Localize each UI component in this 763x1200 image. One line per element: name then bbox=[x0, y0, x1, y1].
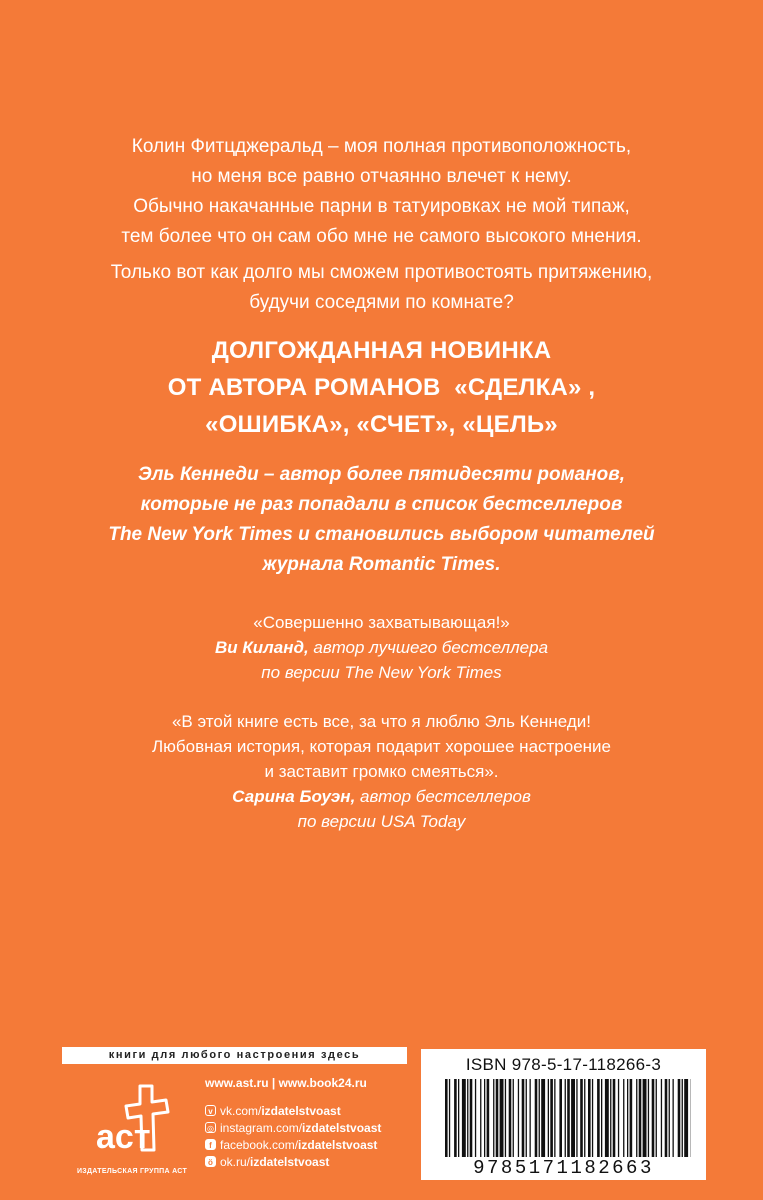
barcode-bar bbox=[467, 1079, 468, 1157]
barcode-bar bbox=[487, 1079, 490, 1157]
barcode-bar bbox=[567, 1079, 570, 1157]
barcode-bar bbox=[623, 1079, 624, 1157]
synopsis-line: Обычно накачанные парни в татуировках не мой типаж, bbox=[133, 196, 630, 217]
barcode-bar bbox=[541, 1079, 545, 1157]
vk-icon: v bbox=[205, 1105, 216, 1116]
barcode-bar bbox=[470, 1079, 473, 1157]
social-prefix: ok.ru/ bbox=[220, 1154, 251, 1169]
barcode-bar bbox=[500, 1079, 504, 1157]
social-link-instagram[interactable] bbox=[205, 1119, 381, 1136]
instagram-icon: ◎ bbox=[205, 1122, 216, 1133]
headline bbox=[0, 332, 763, 443]
barcode-bar bbox=[630, 1079, 633, 1157]
quote-text: Любовная история, которая подарит хорошее настроение bbox=[151, 737, 612, 756]
quote-author: Сарина Боуэн, bbox=[232, 787, 356, 806]
social-prefix: facebook.com/ bbox=[220, 1137, 299, 1152]
synopsis-line: Только вот как долго мы сможем противостоять притяжению, bbox=[110, 262, 653, 283]
quote-text: «В этой книге есть все, за что я люблю Эль Кеннеди! bbox=[171, 712, 592, 731]
logo-caption: ИЗДАТЕЛЬСКАЯ ГРУППА АСТ bbox=[76, 1168, 188, 1175]
quote-attribution bbox=[0, 635, 763, 660]
quote-role: автор бестселлеров bbox=[355, 787, 531, 806]
barcode-bar bbox=[513, 1079, 514, 1157]
barcode-bar bbox=[526, 1079, 527, 1157]
social-handle: izdatelstvoast bbox=[298, 1137, 378, 1152]
barcode-bar bbox=[643, 1079, 647, 1157]
barcode-bar bbox=[636, 1079, 637, 1157]
social-link-vk[interactable] bbox=[205, 1102, 381, 1119]
barcode-bar bbox=[480, 1079, 481, 1157]
review-quote-1 bbox=[0, 610, 763, 685]
barcode-bar bbox=[571, 1079, 575, 1157]
bio-line: журнала Romantic Times. bbox=[262, 554, 501, 575]
ok-icon: ö bbox=[205, 1156, 216, 1167]
quote-source: по версии The New York Times bbox=[261, 663, 502, 682]
barcode-bar bbox=[678, 1079, 681, 1157]
barcode-bar bbox=[458, 1079, 459, 1157]
barcode-bar bbox=[539, 1079, 540, 1157]
bio-line: Эль Кеннеди – автор более пятидесяти романов, bbox=[137, 464, 626, 485]
barcode-bar bbox=[648, 1079, 649, 1157]
barcode-bar bbox=[496, 1079, 499, 1157]
quote-text: и заставит громко смеяться». bbox=[264, 762, 499, 781]
barcode-bar bbox=[550, 1079, 553, 1157]
barcode-bar bbox=[639, 1079, 642, 1157]
barcode-bar bbox=[475, 1079, 476, 1157]
barcode-bar bbox=[554, 1079, 555, 1157]
headline-line: ДОЛГОЖДАННАЯ НОВИНКА bbox=[211, 337, 552, 364]
barcode-bar bbox=[605, 1079, 609, 1157]
facebook-icon: f bbox=[205, 1139, 216, 1150]
bio-line: которые не раз попадали в список бестселлеров bbox=[140, 494, 623, 515]
barcode-bar bbox=[505, 1079, 506, 1157]
synopsis-line: тем более что он сам обо мне не самого высокого мнения. bbox=[121, 226, 642, 247]
barcode-number: 9785171182663 bbox=[473, 1157, 654, 1179]
isbn-barcode-box bbox=[421, 1049, 706, 1180]
publisher-links bbox=[205, 1076, 381, 1170]
barcode-bar bbox=[522, 1079, 525, 1157]
quote-source: по версии USA Today bbox=[297, 812, 466, 831]
barcode-bar bbox=[509, 1079, 512, 1157]
barcode-bar bbox=[559, 1079, 562, 1157]
quote-attribution bbox=[0, 784, 763, 809]
barcode-bar bbox=[613, 1079, 616, 1157]
barcode-bar bbox=[454, 1079, 457, 1157]
barcode-bar bbox=[565, 1079, 566, 1157]
barcode-bar bbox=[682, 1079, 683, 1157]
barcode-bar bbox=[445, 1079, 448, 1157]
barcode-bar bbox=[661, 1079, 662, 1157]
websites-link[interactable]: www.ast.ru | www.book24.ru bbox=[205, 1076, 367, 1090]
barcode-bar bbox=[518, 1079, 519, 1157]
barcode-bar bbox=[535, 1079, 538, 1157]
social-link-facebook[interactable] bbox=[205, 1136, 381, 1153]
bio-line: The New York Times и становились выбором читателей bbox=[108, 524, 655, 545]
social-prefix: instagram.com/ bbox=[220, 1120, 303, 1135]
barcode-bar bbox=[601, 1079, 602, 1157]
social-prefix: vk.com/ bbox=[220, 1103, 262, 1118]
quote-role: автор лучшего бестселлера bbox=[308, 638, 549, 657]
barcode-bar bbox=[449, 1079, 450, 1157]
barcode-bar bbox=[462, 1079, 466, 1157]
barcode-bar bbox=[652, 1079, 655, 1157]
publisher-tagline: книги для любого настроения здесь bbox=[62, 1047, 407, 1064]
barcode-bar bbox=[618, 1079, 619, 1157]
barcode-bar bbox=[548, 1079, 549, 1157]
isbn-text: ISBN 978-5-17-118266-3 bbox=[465, 1055, 662, 1074]
social-handle: izdatelstvoast bbox=[250, 1154, 330, 1169]
barcode-icon bbox=[445, 1079, 691, 1157]
barcode-bar bbox=[493, 1079, 494, 1157]
barcode-bar bbox=[627, 1079, 628, 1157]
barcode-bar bbox=[669, 1079, 670, 1157]
barcode-bar bbox=[665, 1079, 668, 1157]
social-handle: izdatelstvoast bbox=[302, 1120, 382, 1135]
social-link-ok[interactable] bbox=[205, 1153, 381, 1170]
barcode-bar bbox=[584, 1079, 585, 1157]
quote-text: «Совершенно захватывающая!» bbox=[253, 613, 510, 632]
barcode-bar bbox=[592, 1079, 593, 1157]
barcode-bar bbox=[580, 1079, 583, 1157]
synopsis-line: будучи соседями по комнате? bbox=[249, 292, 514, 313]
synopsis bbox=[0, 132, 763, 318]
synopsis-line: Колин Фитцджеральд – моя полная противоположность, bbox=[131, 136, 632, 157]
logo-text: аст bbox=[96, 1118, 151, 1156]
publisher-logo bbox=[62, 1078, 202, 1180]
barcode-bar bbox=[656, 1079, 657, 1157]
author-bio bbox=[0, 460, 763, 580]
headline-line: ОТ АВТОРА РОМАНОВ «СДЕЛКА» , bbox=[167, 374, 596, 401]
headline-line: «ОШИБКА», «СЧЕТ», «ЦЕЛЬ» bbox=[205, 411, 558, 438]
social-handle: izdatelstvoast bbox=[261, 1103, 341, 1118]
barcode-bar bbox=[588, 1079, 591, 1157]
quote-author: Ви Киланд, bbox=[214, 638, 309, 657]
synopsis-line: но меня все равно отчаянно влечет к нему. bbox=[191, 166, 572, 187]
barcode-bar bbox=[610, 1079, 611, 1157]
barcode-bar bbox=[530, 1079, 531, 1157]
barcode-bar bbox=[576, 1079, 577, 1157]
barcode-bar bbox=[673, 1079, 674, 1157]
barcode-bar bbox=[684, 1079, 688, 1157]
barcode-bar bbox=[597, 1079, 600, 1157]
review-quote-2 bbox=[0, 709, 763, 834]
barcode-bar bbox=[484, 1079, 485, 1157]
